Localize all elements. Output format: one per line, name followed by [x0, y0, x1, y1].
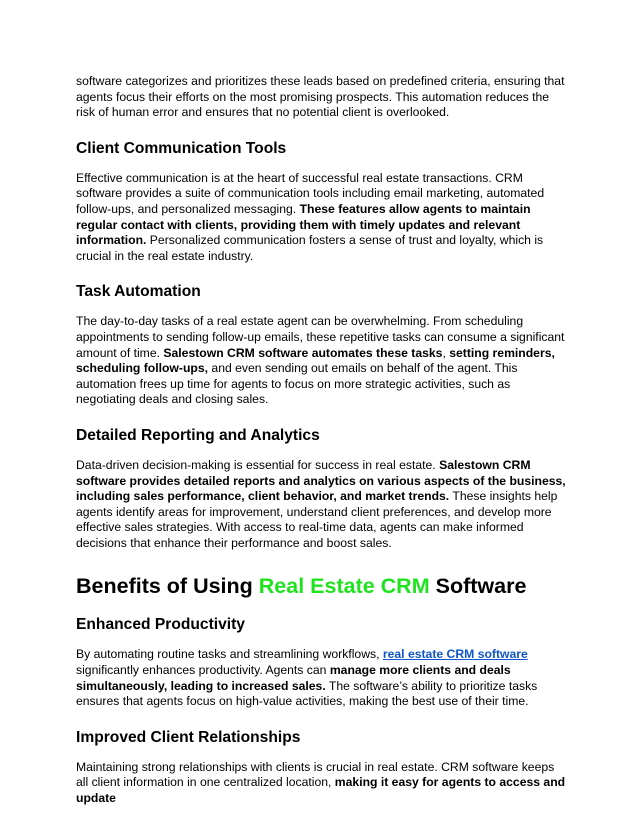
benefits-heading-c: Software: [429, 574, 527, 599]
client-communication-paragraph: [76, 171, 566, 265]
reporting-text-a: Data-driven decision-making is essential for success in real estate.: [76, 457, 440, 472]
heading-client-communication: Client Communication Tools: [76, 139, 287, 157]
benefits-heading-green: Real Estate CRM: [258, 574, 430, 599]
reporting-paragraph: [76, 458, 566, 552]
client-communication-text-c: Personalized communication fosters a sense of trust and loyalty, which is crucial in the real estate industry.: [76, 233, 544, 263]
document-page: [76, 74, 566, 807]
client-communication-bold: These features allow agents to maintain regular contact with clients, providing them with timely updates and relevant information.: [76, 201, 531, 248]
productivity-bold: manage more clients and deals simultaneously, leading to increased sales.: [76, 663, 511, 693]
task-automation-bold-1: Salestown CRM software automates these tasks: [163, 345, 443, 360]
relationships-paragraph: [76, 760, 566, 807]
heading-improved-relationships: Improved Client Relationships: [76, 728, 301, 746]
heading-detailed-reporting: Detailed Reporting and Analytics: [76, 426, 320, 444]
task-automation-bold-2: setting reminders, scheduling follow-ups,: [76, 345, 555, 376]
heading-task-automation: Task Automation: [76, 283, 201, 301]
task-automation-text-e: and even sending out emails on behalf of the agent. This automation frees up time for agents to focus on more strategic activities, such as negotiating deals and closing sales.: [76, 361, 518, 407]
heading-benefits: [76, 573, 566, 599]
benefits-heading-a: Benefits of Using: [76, 574, 259, 599]
intro-text: software categorizes and prioritizes these leads based on predefined criteria, ensuring that agents focus their efforts on the most promising prospects. This automation reduces the risk of human error and ensures that no potential client is overlooked.: [76, 74, 565, 120]
task-automation-text-a: The day-to-day tasks of a real estate agent can be overwhelming. From scheduling appointments to sending follow-up emails, these repetitive tasks can consume a significant amount of time.: [76, 314, 565, 360]
client-communication-text-a: Effective communication is at the heart of successful real estate transactions. CRM software provides a suite of communication tools including email marketing, automated follow-ups, and personalized messaging.: [76, 170, 545, 216]
relationships-bold: making it easy for agents to access and update: [76, 775, 566, 806]
relationships-text-a: Maintaining strong relationships with clients is crucial in real estate. CRM software keeps all client information in one centralized location,: [76, 759, 555, 790]
productivity-text-a: By automating routine tasks and streamlining workflows,: [76, 647, 383, 662]
productivity-text-b: significantly enhances productivity. Agents can: [76, 663, 330, 678]
task-automation-text-c: ,: [442, 345, 450, 360]
intro-paragraph: [76, 74, 566, 121]
task-automation-paragraph: [76, 314, 566, 408]
productivity-text-d: The software’s ability to prioritize tasks ensures that agents focus on high-value activities, making the best use of their time.: [76, 678, 538, 709]
productivity-paragraph: [76, 647, 566, 709]
reporting-text-c: These insights help agents identify areas for improvement, understand client preferences, and develop more effective sales strategies. With access to real-time data, agents can make informed decisions that enhance their performance and boost sales.: [76, 489, 558, 550]
real-estate-crm-link[interactable]: real estate CRM software: [382, 647, 528, 662]
reporting-bold: Salestown CRM software provides detailed reports and analytics on various aspects of the business, including sales performance, client behavior, and market trends.: [76, 457, 566, 504]
heading-enhanced-productivity: Enhanced Productivity: [76, 616, 245, 634]
